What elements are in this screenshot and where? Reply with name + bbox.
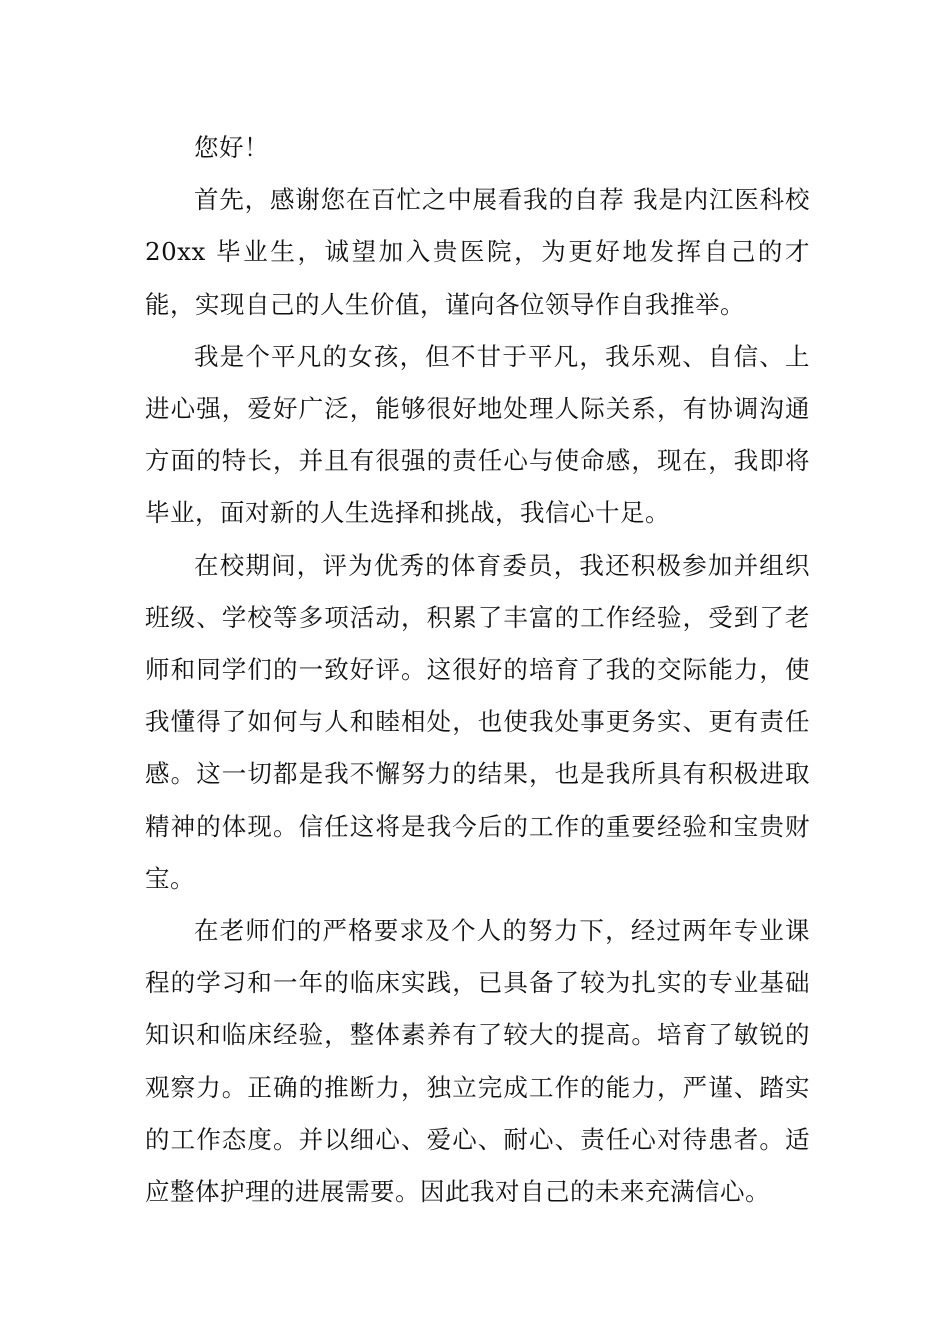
letter-body [145,122,810,1218]
paragraph-intro: 首先，感谢您在百忙之中展看我的自荐 我是内江医科校 20xx 毕业生，诚望加入贵医院，为更好地发挥自己的才能，实现自己的人生价值，谨向各位领导作自我推举。 [145,185,810,319]
paragraph-professional-skills: 在老师们的严格要求及个人的努力下，经过两年专业课程的学习和一年的临床实践，已具备了较为扎实的专业基础知识和临床经验，整体素养有了较大的提高。培育了敏锐的观察力。正确的推断力，独立完成工作的能力，严谨、踏实的工作态度。并以细心、爱心、耐心、责任心对待患者。适应整体护理的进展需要。因此我对自己的未来充满信心。 [145,916,810,1207]
paragraph-school-activities: 在校期间，评为优秀的体育委员，我还积极参加并组织班级、学校等多项活动，积累了丰富的工作经验，受到了老师和同学们的一致好评。这很好的培育了我的交际能力，使我懂得了如何与人和睦相处，也使我处事更务实、更有责任感。这一切都是我不懈努力的结果，也是我所具有积极进取精神的体现。信任这将是我今后的工作的重要经验和宝贵财宝。 [145,550,810,893]
paragraph-personality: 我是个平凡的女孩，但不甘于平凡，我乐观、自信、上进心强，爱好广泛，能够很好地处理人际关系，有协调沟通方面的特长，并且有很强的责任心与使命感，现在，我即将毕业，面对新的人生选择和挑战，我信心十足。 [145,341,810,528]
greeting: 您好！ [194,133,269,162]
